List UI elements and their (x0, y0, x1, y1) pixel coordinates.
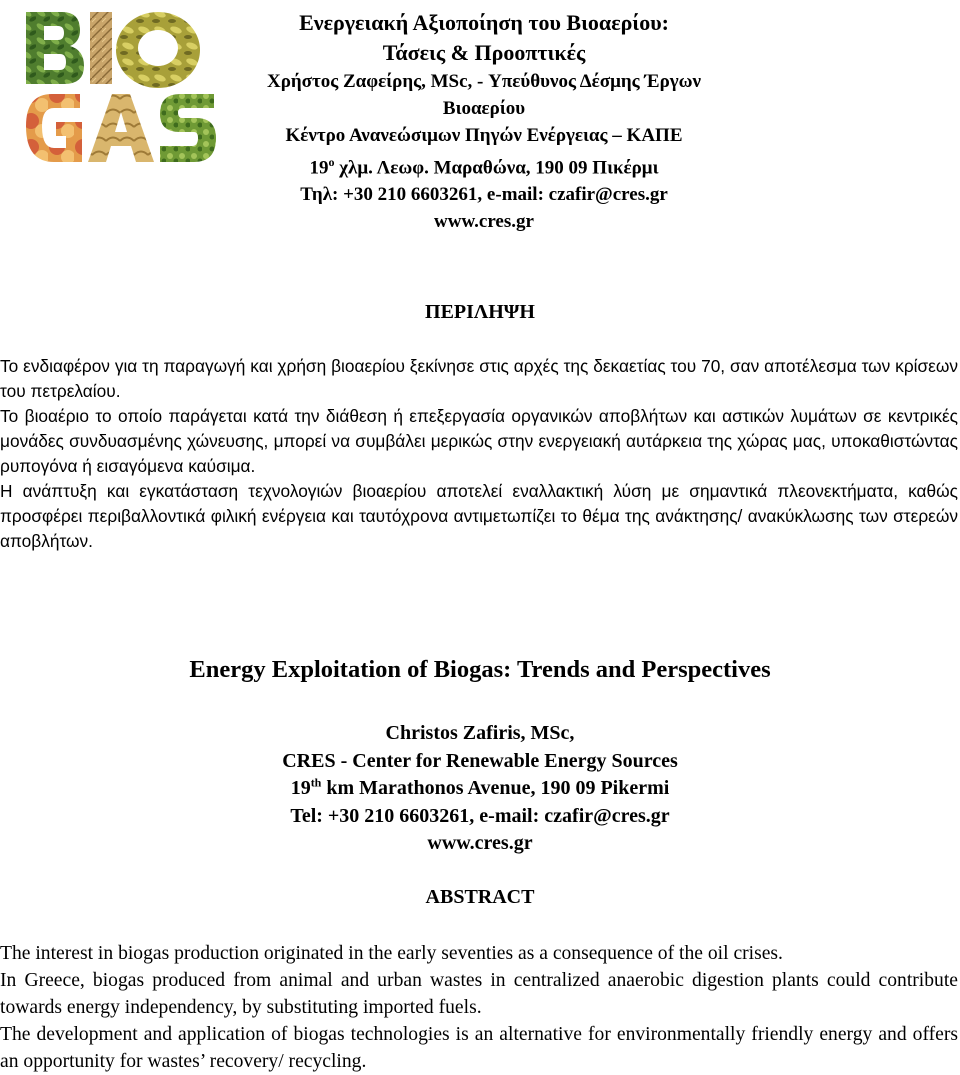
greek-address (236, 149, 732, 181)
english-website: www.cres.gr (427, 832, 533, 854)
greek-abstract-paragraph: Το βιοαέριο το οποίο παράγεται κατά την διάθεση ή επεξεργασία οργανικών αποβλήτων και αστικών λυμάτων σε κεντρικές μονάδες συνδυασμένης χώνευσης, μπορεί να συμβάλει μερικώς στην ενεργειακή αυτάρκεια της χώρας μας, υποκαθιστώντας ρυπογόνα ή εισαγόμενα καύσιμα. (0, 406, 958, 476)
biogas-logo-icon (22, 8, 218, 166)
greek-website: www.cres.gr (434, 211, 534, 233)
greek-abstract-heading: ΠΕΡΙΛΗΨΗ (425, 301, 535, 323)
english-abstract-body (0, 940, 958, 1075)
greek-contact: Τηλ: +30 210 6603261, e-mail: czafir@cres.gr (300, 184, 668, 206)
english-header (0, 720, 960, 858)
english-author: Christos Zafiris, MSc, (385, 722, 575, 744)
greek-header (236, 8, 732, 235)
greek-address-rest: χλμ. Λεωφ. Μαραθώνα, 190 09 Πικέρμι (334, 157, 659, 179)
english-abstract-paragraph: The interest in biogas production originated in the early seventies as a consequence of the oil crises. (0, 943, 783, 964)
english-address-number: 19 (290, 777, 311, 799)
greek-author-line1: Χρήστος Ζαφείρης, MSc, - Υπεύθυνος Δέσμης Έργων (266, 71, 702, 92)
english-contact: Tel: +30 210 6603261, e-mail: czafir@cres.gr (290, 804, 670, 827)
english-address (0, 775, 960, 803)
greek-abstract-body (0, 354, 958, 554)
greek-author-line2: Βιοαερίου (442, 98, 526, 119)
biogas-logo (22, 8, 218, 166)
greek-organization: Κέντρο Ανανεώσιμων Πηγών Ενέργειας – ΚΑΠΕ (285, 125, 683, 146)
english-organization: CRES - Center for Renewable Energy Sources (282, 749, 678, 772)
english-abstract-heading: ABSTRACT (425, 886, 535, 908)
english-abstract-paragraph: In Greece, biogas produced from animal and urban wastes in centralized anaerobic digestion plants could contribute towards energy independency, by substituting imported fuels. (0, 970, 958, 1018)
greek-abstract-paragraph: Η ανάπτυξη και εγκατάσταση τεχνολογιών βιοαερίου αποτελεί εναλλακτική λύση με σημαντικά πλεονεκτήματα, καθώς προσφέρει περιβαλλοντικά φιλική ενέργεια και ταυτόχρονα αντιμετωπίζει το θέμα της ανάκτησης/ ανακύκλωσης των στερεών αποβλήτων. (0, 481, 958, 551)
greek-address-superscript: ο (328, 155, 335, 169)
greek-address-number: 19 (309, 157, 329, 179)
english-address-rest: km Marathonos Avenue, 190 09 Pikermi (321, 777, 670, 799)
english-title: Energy Exploitation of Biogas: Trends and Perspectives (189, 656, 771, 683)
greek-title-line2: Τάσεις & Προοπτικές (382, 40, 586, 65)
english-address-superscript: th (310, 775, 322, 790)
greek-title-line1: Ενεργειακή Αξιοποίηση του Βιοαερίου: (299, 10, 669, 35)
greek-abstract-paragraph: Το ενδιαφέρον για τη παραγωγή και χρήση βιοαερίου ξεκίνησε στις αρχές της δεκαετίας του 70, σαν αποτέλεσμα των κρίσεων του πετρελαίου. (0, 356, 958, 401)
english-abstract-paragraph: The development and application of biogas technologies is an alternative for environmentally friendly energy and offers an opportunity for wastes’ recovery/ recycling. (0, 1024, 958, 1072)
